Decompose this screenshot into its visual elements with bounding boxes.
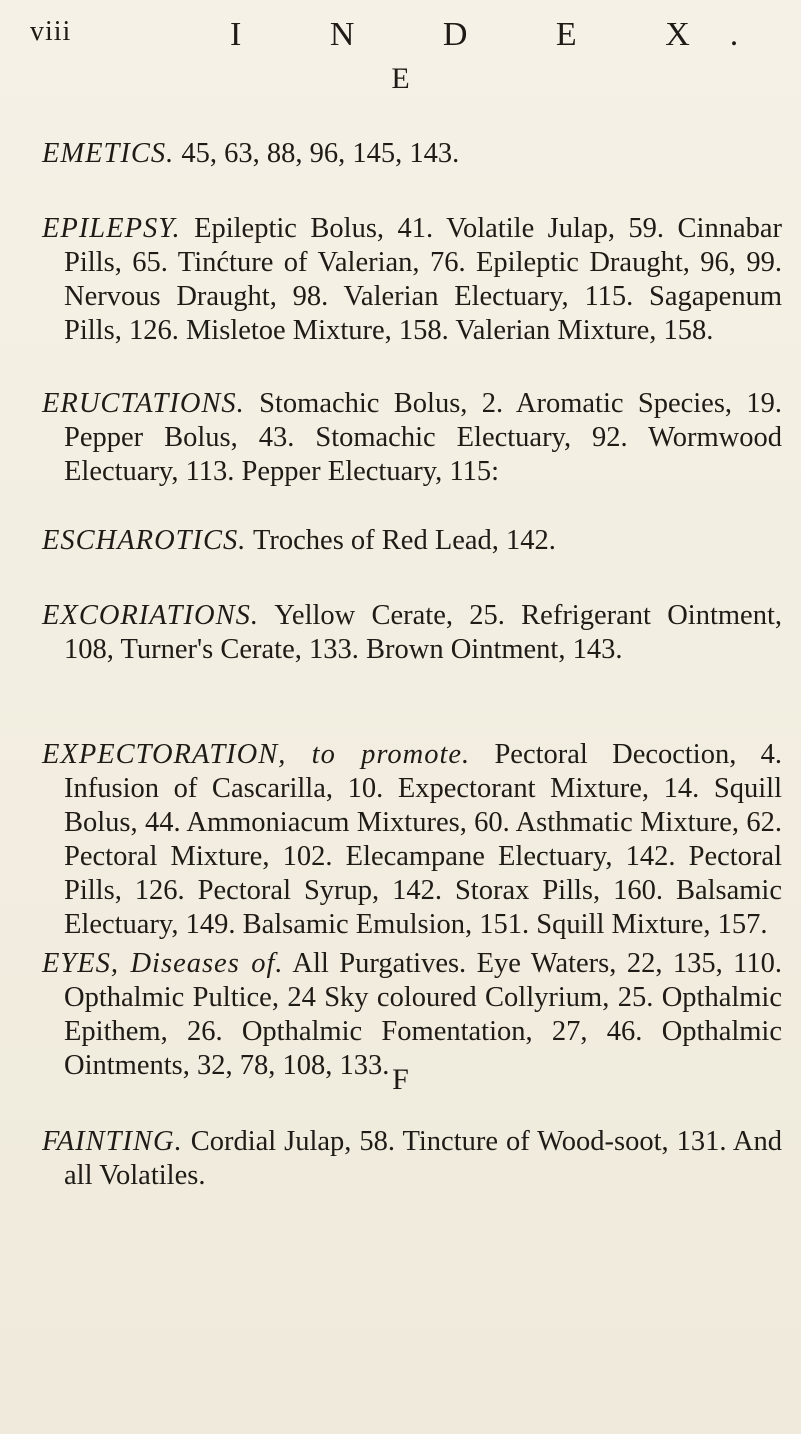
entry-term: ESCHAROTICS.: [42, 524, 247, 556]
entry-term: EXCORIATIONS.: [42, 599, 259, 631]
entry-term: FAINTING.: [42, 1125, 183, 1157]
entry-text: Stomachic Bolus, 2. Aromatic Species, 19. Pepper Bolus, 43. Stomachic Electuary, 92. Wormwood Electuary, 113. Pepper Electuary, 115:: [64, 387, 783, 487]
running-head: [30, 16, 779, 56]
index-entry-eructations: [42, 387, 782, 489]
entry-text: Yellow Cerate, 25. Refrigerant Ointment, 108, Turner's Cerate, 133. Brown Ointment, 143.: [64, 599, 782, 665]
index-title: I N D E X.: [230, 16, 779, 53]
entry-text: Epileptic Bolus, 41. Volatile Julap, 59. Cinnabar Pills, 65. Tinćture of Valerian, 76. Epileptic Draught, 96, 99. Nervous Draught, 98. Valerian Electuary, 115. Sagapenum Pills, 126. Misletoe Mixture, 158. Valerian Mixture, 158.: [64, 212, 782, 346]
entry-text: 45, 63, 88, 96, 145, 143.: [181, 137, 460, 169]
index-entry-fainting: [42, 1125, 782, 1193]
entry-term: ERUCTATIONS.: [42, 387, 245, 419]
index-entry-escharotics: [42, 524, 782, 558]
entry-term: EYES, Diseases of.: [42, 947, 284, 979]
index-entry-epilepsy: [42, 212, 782, 348]
index-entry-expectoration: [42, 738, 782, 942]
entry-term: EPILEPSY.: [42, 212, 181, 244]
section-letter-f: F: [392, 1063, 409, 1096]
entry-text: All Purgatives. Eye Waters, 22, 135, 110. Opthalmic Pultice, 24 Sky coloured Collyrium, 25. Opthalmic Epithem, 26. Opthalmic Fomentation, 27, 46. Opthalmic Ointments, 32, 78, 108, 133.: [64, 947, 782, 1081]
index-entry-excoriations: [42, 599, 782, 667]
entry-term: EXPECTORATION, to promote.: [42, 738, 471, 770]
page-number: viii: [30, 16, 72, 47]
index-entry-emetics: [42, 137, 782, 171]
entry-text: Cordial Julap, 58. Tincture of Wood-soot, 131. And all Volatiles.: [64, 1125, 782, 1191]
entry-term: EMETICS.: [42, 137, 175, 169]
section-letter-e: E: [391, 62, 410, 95]
entry-text: Pectoral Decoction, 4. Infusion of Cascarilla, 10. Expectorant Mixture, 14. Squill Bolus, 44. Ammoniacum Mixtures, 60. Asthmatic Mixture, 62. Pectoral Mixture, 102. Elecampane Electuary, 142. Pectoral Pills, 126. Pectoral Syrup, 142. Storax Pills, 160. Balsamic Electuary, 149. Balsamic Emulsion, 151. Squill Mixture, 157.: [64, 738, 783, 940]
entry-text: Troches of Red Lead, 142.: [253, 524, 556, 556]
